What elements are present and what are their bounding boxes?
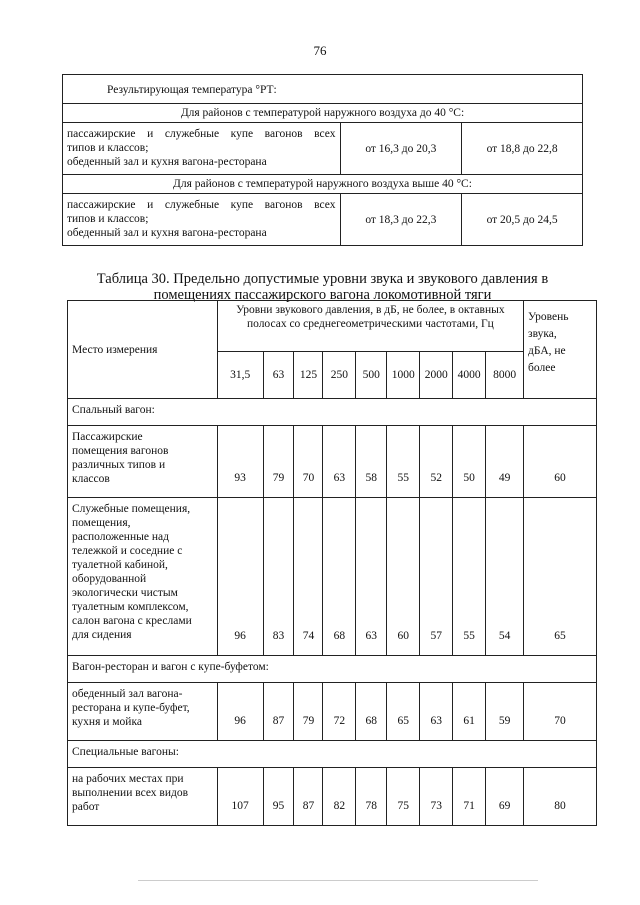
freq-header: 250 <box>323 352 356 399</box>
page-number: 76 <box>313 43 327 58</box>
value-cell: 78 <box>356 768 387 826</box>
freq-header: 2000 <box>420 352 453 399</box>
temp-range-cell: от 18,3 до 22,3 <box>340 194 462 246</box>
value-cell: 59 <box>486 683 524 741</box>
place-line: Служебные помещения, <box>72 503 191 515</box>
level-cell: 70 <box>524 683 597 741</box>
place-line: работ <box>72 801 100 813</box>
value-cell: 61 <box>453 683 486 741</box>
level-cell: 60 <box>524 426 597 498</box>
temp-range-cell: от 20,5 до 24,5 <box>462 194 583 246</box>
value-cell: 65 <box>387 683 420 741</box>
place-line: обеденный зал вагона- <box>72 688 183 700</box>
freq-header: 31,5 <box>217 352 263 399</box>
room-description-2 <box>63 194 341 246</box>
place-line: туалетным комплексом, <box>72 601 189 613</box>
place-line: кухня и мойка <box>72 716 142 728</box>
section-title: Специальные вагоны: <box>68 741 597 768</box>
header-level-line: Уровень <box>528 311 569 323</box>
value-cell: 75 <box>387 768 420 826</box>
header-level-line: более <box>528 362 556 374</box>
value-cell: 71 <box>453 768 486 826</box>
freq-header: 500 <box>356 352 387 399</box>
header-level-line: звука, <box>528 328 557 340</box>
freq-header: 8000 <box>486 352 524 399</box>
value-cell: 69 <box>486 768 524 826</box>
measurement-place <box>68 768 218 826</box>
value-cell: 72 <box>323 683 356 741</box>
value-cell: 73 <box>420 768 453 826</box>
region-header-1: Для районов с температурой наружного воздуха до 40 °С: <box>63 104 583 123</box>
value-cell: 96 <box>217 498 263 656</box>
value-cell: 87 <box>263 683 294 741</box>
value-cell: 63 <box>420 683 453 741</box>
value-cell: 55 <box>387 426 420 498</box>
place-line: тележкой и соседние с <box>72 545 183 557</box>
place-line: Пассажирские <box>72 431 143 443</box>
place-line: для сидения <box>72 629 132 641</box>
value-cell: 57 <box>420 498 453 656</box>
value-cell: 68 <box>323 498 356 656</box>
value-cell: 95 <box>263 768 294 826</box>
header-frequency-group: Уровни звукового давления, в дБ, не более, в октавных полосах со среднегеометрическими частотами, Гц <box>217 301 523 352</box>
section-title: Вагон-ресторан и вагон с купе-буфетом: <box>68 656 597 683</box>
temperature-title: Результирующая температура °РТ: <box>63 75 583 104</box>
noise-levels-table <box>67 300 597 826</box>
place-line: оборудованной <box>72 573 147 585</box>
measurement-place <box>68 498 218 656</box>
value-cell: 63 <box>356 498 387 656</box>
freq-header: 63 <box>263 352 294 399</box>
room-line: обеденный зал и кухня вагона-ресторана <box>67 156 267 168</box>
value-cell: 93 <box>217 426 263 498</box>
place-line: экологически чистым <box>72 587 178 599</box>
value-cell: 82 <box>323 768 356 826</box>
place-line: помещения вагонов <box>72 445 169 457</box>
room-line: типов и классов; <box>67 142 149 154</box>
caption-line-1: Таблица 30. Предельно допустимые уровни звука и звукового давления в <box>96 271 549 287</box>
value-cell: 49 <box>486 426 524 498</box>
value-cell: 96 <box>217 683 263 741</box>
value-cell: 83 <box>263 498 294 656</box>
place-line: классов <box>72 473 110 485</box>
header-place: Место измерения <box>68 301 218 399</box>
header-sound-level <box>524 301 597 399</box>
place-line: ресторана и купе-буфет, <box>72 702 190 714</box>
value-cell: 54 <box>486 498 524 656</box>
value-cell: 50 <box>453 426 486 498</box>
temp-range-cell: от 18,8 до 22,8 <box>462 123 583 175</box>
temp-range-cell: от 16,3 до 20,3 <box>340 123 462 175</box>
place-line: помещения, <box>72 517 131 529</box>
table-caption <box>62 271 583 303</box>
place-line: расположенные над <box>72 531 169 543</box>
value-cell: 79 <box>294 683 323 741</box>
value-cell: 68 <box>356 683 387 741</box>
room-description-1 <box>63 123 341 175</box>
temperature-table <box>62 74 583 246</box>
room-line: обеденный зал и кухня вагона-ресторана <box>67 227 267 239</box>
value-cell: 74 <box>294 498 323 656</box>
room-line: пассажирские и служебные купе вагонов всех <box>67 128 336 140</box>
place-line: туалетной кабиной, <box>72 559 168 571</box>
header-level-line: дБА, не <box>528 345 566 357</box>
freq-header: 1000 <box>387 352 420 399</box>
place-line: на рабочих местах при <box>72 773 184 785</box>
level-cell: 80 <box>524 768 597 826</box>
value-cell: 63 <box>323 426 356 498</box>
value-cell: 60 <box>387 498 420 656</box>
value-cell: 79 <box>263 426 294 498</box>
value-cell: 107 <box>217 768 263 826</box>
place-line: салон вагона с креслами <box>72 615 192 627</box>
value-cell: 52 <box>420 426 453 498</box>
caption-line-2: помещениях пассажирского вагона локомотивной тяги <box>153 287 492 303</box>
room-line: пассажирские и служебные купе вагонов всех <box>67 199 336 211</box>
section-title: Спальный вагон: <box>68 399 597 426</box>
scan-artifact-line <box>138 880 538 881</box>
freq-header: 125 <box>294 352 323 399</box>
value-cell: 58 <box>356 426 387 498</box>
freq-header: 4000 <box>453 352 486 399</box>
value-cell: 70 <box>294 426 323 498</box>
value-cell: 87 <box>294 768 323 826</box>
region-header-2: Для районов с температурой наружного воздуха выше 40 °С: <box>63 175 583 194</box>
place-line: выполнении всех видов <box>72 787 189 799</box>
measurement-place <box>68 683 218 741</box>
place-line: различных типов и <box>72 459 166 471</box>
level-cell: 65 <box>524 498 597 656</box>
measurement-place <box>68 426 218 498</box>
value-cell: 55 <box>453 498 486 656</box>
room-line: типов и классов; <box>67 213 149 225</box>
